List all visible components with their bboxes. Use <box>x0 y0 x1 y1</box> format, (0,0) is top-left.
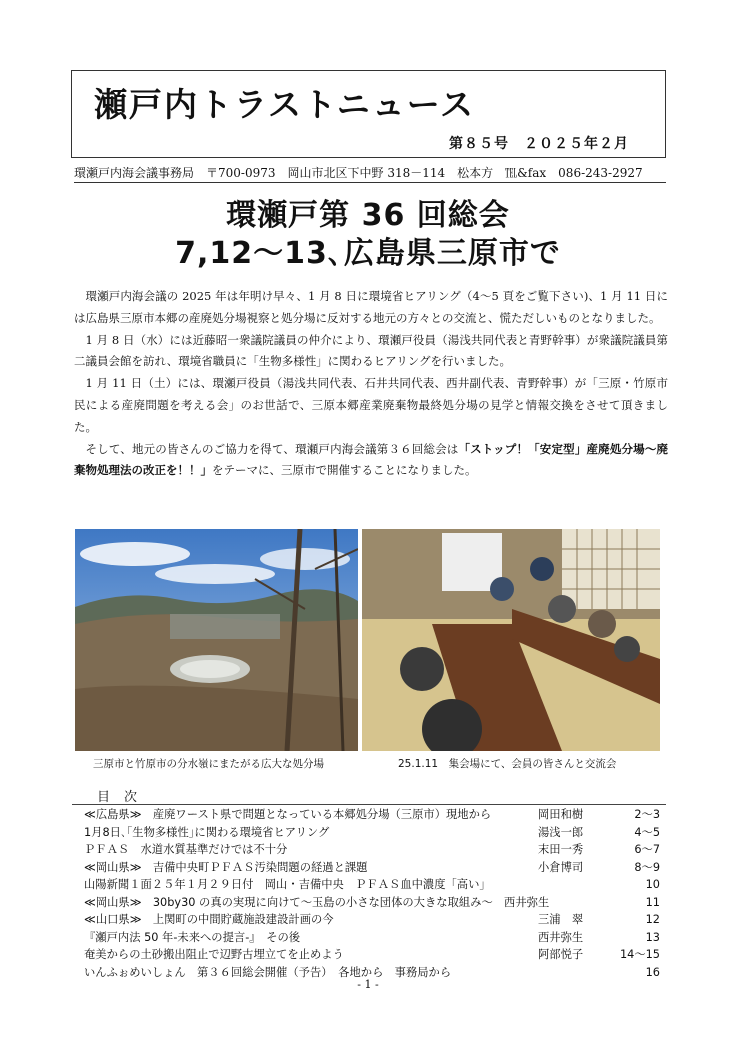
toc-author: 末田一秀 <box>538 843 584 856</box>
article-paragraph: 環瀬戸内海会議の 2025 年は年明け早々、1 月 8 日に環境省ヒアリング（4～5 頁をご覧下さい)、1 月 11 日には広島県三原市本郷の産廃処分場視察と処分場に反対する地元の方々との交流と、慌ただしいものとなりました。 <box>74 289 668 325</box>
toc-title: ≪山口県≫ 上関町の中間貯蔵施設建設計画の今 <box>84 913 334 926</box>
toc-page: 14～15 <box>619 948 660 961</box>
headline-line-2: 7,12～13､広島県三原市で <box>175 236 561 271</box>
toc-title: 山陽新聞１面２５年１月２９日付 岡山・吉備中央 ＰＦＡＳ血中濃度「高い」 <box>84 878 491 891</box>
toc-row[interactable] <box>84 841 664 859</box>
photo-caption-right: 25.1.11 集会場にて、会員の皆さんと交流会 <box>398 758 617 770</box>
toc-title: ≪広島県≫ 産廃ワースト県で問題となっている本郷処分場（三原市）現地から <box>84 808 492 821</box>
toc-row[interactable] <box>84 859 664 877</box>
toc-title: いんふぉめいしょん 第３６回総会開催（予告） 各地から 事務局から <box>84 965 452 979</box>
toc-row[interactable] <box>84 806 664 824</box>
toc-author: 西井弥生 <box>538 930 584 944</box>
toc-row[interactable] <box>84 946 664 964</box>
toc-author: 岡田和樹 <box>538 808 584 821</box>
article-body <box>74 286 668 482</box>
toc-page: 12 <box>645 913 660 926</box>
toc-page: 13 <box>645 930 660 944</box>
toc-row[interactable] <box>84 911 664 929</box>
issue-number: 第８５号 ２０２５年２月 <box>449 136 629 152</box>
toc-author: 湯浅一郎 <box>538 825 584 839</box>
toc-row[interactable] <box>84 824 664 842</box>
toc-page: 10 <box>645 878 660 891</box>
toc-title: 1月8日､｢生物多様性｣に関わる環境省ヒアリング <box>84 825 330 839</box>
article-paragraph: 1 月 8 日（水）には近藤昭一衆議院議員の仲介により、環瀬戸役員（湯浅共同代表と青野幹事）が衆議院議員第二議員会館を訪れ、環境省職員に「生物多様性」に関わるヒアリングを行いました。 <box>74 332 668 369</box>
toc-row[interactable] <box>84 894 664 912</box>
toc-title: ≪岡山県≫ 吉備中央町ＰＦＡＳ汚染問題の経過と課題 <box>84 860 368 874</box>
toc-title: 奄美からの土砂搬出阻止で辺野古埋立てを止めよう <box>84 948 344 961</box>
toc-divider <box>72 804 666 805</box>
toc-row[interactable] <box>84 876 664 894</box>
meeting-photo <box>362 529 660 751</box>
headline-line-1: 環瀬戸第 36 回総会 <box>226 198 510 233</box>
organization-contact: 環瀬戸内海会議事務局 〒700-0973 岡山市北区下中野 318－114 松本方 ℡&fax 086-243-2927 <box>74 164 666 183</box>
toc-page: 11 <box>645 895 660 909</box>
toc-row[interactable] <box>84 929 664 947</box>
landfill-photo <box>75 529 358 751</box>
toc-page: 2～3 <box>634 808 660 821</box>
toc-page: 4～5 <box>634 825 660 839</box>
toc-heading: 目次 <box>97 790 152 805</box>
masthead-box <box>71 70 666 158</box>
page-number: - 1 - <box>357 978 379 991</box>
toc-author: 三浦 翠 <box>538 913 584 926</box>
toc-author: 小倉博司 <box>538 860 584 874</box>
article-paragraph <box>74 439 668 483</box>
newsletter-title: 瀬戸内トラストニュース <box>94 85 476 124</box>
toc-author: 阿部悦子 <box>538 948 584 961</box>
article-paragraph: 1 月 11 日（土）には、環瀬戸役員（湯浅共同代表、石井共同代表、西井副代表、青野幹事）が「三原・竹原市民による産廃問題を考える会」のお世話で、三原本郷産業廃棄物最終処分場の見学と情報交換をさせて頂きました。 <box>74 376 668 434</box>
table-of-contents <box>84 806 664 981</box>
toc-title: ≪岡山県≫ 30by30 の真の実現に向けて～玉島の小さな団体の大きな取組み～ 西井弥生 <box>84 895 550 909</box>
photo-caption-left: 三原市と竹原市の分水嶺にまたがる広大な処分場 <box>93 758 324 770</box>
article-theme: 「ストップ！「安定型」産廃処分場～廃棄物処理法の改正を！！」 <box>74 441 669 478</box>
toc-title: ＰＦＡＳ 水道水質基準だけでは不十分 <box>84 843 288 856</box>
toc-title: 『瀬戸内法 50 年-未来への提言-』 その後 <box>84 930 301 944</box>
toc-page: 6～7 <box>634 843 660 856</box>
toc-page: 8～9 <box>634 860 660 874</box>
article-text: そして、地元の皆さんのご協力を得て、環瀬戸内海会議第３６回総会は <box>85 441 459 456</box>
article-text: をテーマに、三原市で開催することになりました。 <box>212 463 477 478</box>
toc-page: 16 <box>645 965 660 979</box>
